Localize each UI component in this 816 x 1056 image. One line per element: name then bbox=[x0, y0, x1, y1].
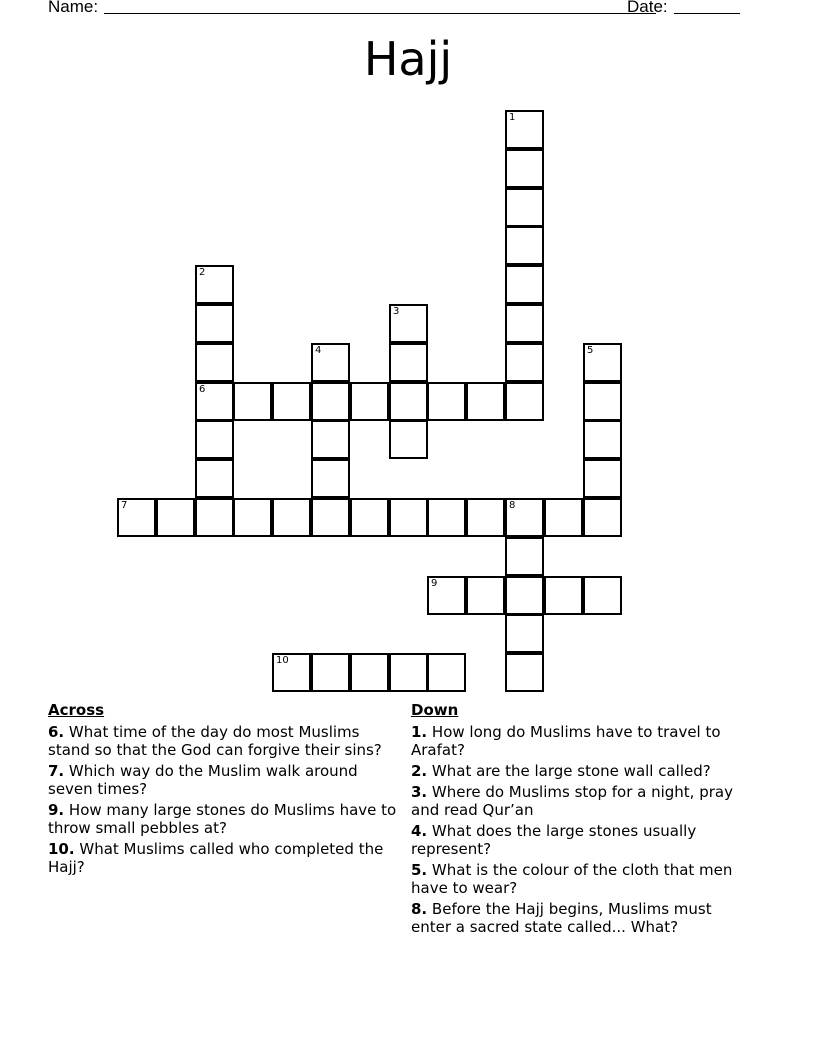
clue-number: 1 bbox=[509, 112, 516, 123]
grid-cell[interactable] bbox=[583, 576, 622, 615]
grid-cell[interactable] bbox=[233, 382, 272, 421]
grid-cell[interactable] bbox=[389, 343, 428, 382]
grid-cell[interactable] bbox=[583, 343, 622, 382]
clue-item-text: What are the large stone wall called? bbox=[431, 762, 711, 780]
grid-cell[interactable] bbox=[505, 188, 544, 227]
grid-cell[interactable] bbox=[156, 498, 195, 537]
grid-cell[interactable] bbox=[505, 265, 544, 304]
grid-cell[interactable] bbox=[544, 576, 583, 615]
grid-cell[interactable] bbox=[389, 304, 428, 343]
grid-cell[interactable] bbox=[427, 382, 466, 421]
clue-item-text: Before the Hajj begins, Muslims must enter a sacred state called... What? bbox=[411, 900, 712, 936]
grid-cell[interactable] bbox=[466, 576, 505, 615]
grid-cell[interactable] bbox=[311, 653, 350, 692]
name-label: Name: bbox=[48, 0, 99, 16]
grid-cell[interactable] bbox=[427, 576, 466, 615]
clue-item-number: 8. bbox=[411, 900, 428, 918]
grid-cell[interactable] bbox=[583, 498, 622, 537]
grid-cell[interactable] bbox=[583, 420, 622, 459]
clue-number: 9 bbox=[431, 578, 438, 589]
clue-item bbox=[411, 723, 756, 759]
clue-item bbox=[411, 762, 756, 780]
grid-cell[interactable] bbox=[505, 382, 544, 421]
grid-cell[interactable] bbox=[195, 420, 234, 459]
down-heading: Down bbox=[411, 701, 459, 719]
grid-cell[interactable] bbox=[195, 498, 234, 537]
grid-cell[interactable] bbox=[505, 304, 544, 343]
clue-item-number: 10. bbox=[48, 840, 75, 858]
clue-item bbox=[411, 861, 756, 897]
grid-cell[interactable] bbox=[505, 343, 544, 382]
clue-number: 3 bbox=[393, 306, 400, 317]
grid-cell[interactable] bbox=[195, 382, 234, 421]
grid-cell[interactable] bbox=[350, 498, 389, 537]
across-heading: Across bbox=[48, 701, 105, 719]
clue-number: 4 bbox=[315, 345, 322, 356]
clue-number: 10 bbox=[276, 655, 289, 666]
clue-item-number: 7. bbox=[48, 762, 65, 780]
across-clues bbox=[48, 701, 400, 879]
down-clue-list bbox=[411, 723, 756, 936]
page-title: Hajj bbox=[363, 32, 453, 86]
grid-cell[interactable] bbox=[272, 653, 311, 692]
clue-item bbox=[48, 762, 400, 798]
grid-cell[interactable] bbox=[311, 420, 350, 459]
clue-item-text: What does the large stones usually represent? bbox=[411, 822, 697, 858]
grid-cell[interactable] bbox=[272, 498, 311, 537]
grid-cell[interactable] bbox=[505, 498, 544, 537]
grid-cell[interactable] bbox=[195, 343, 234, 382]
grid-cell[interactable] bbox=[505, 653, 544, 692]
grid-cell[interactable] bbox=[389, 653, 428, 692]
clue-item bbox=[48, 801, 400, 837]
clue-item-number: 1. bbox=[411, 723, 428, 741]
clue-number: 7 bbox=[121, 500, 128, 511]
grid-cell[interactable] bbox=[466, 382, 505, 421]
across-clue-list bbox=[48, 723, 400, 876]
clue-item bbox=[411, 822, 756, 858]
grid-cell[interactable] bbox=[311, 459, 350, 498]
grid-cell[interactable] bbox=[466, 498, 505, 537]
grid-cell[interactable] bbox=[389, 498, 428, 537]
clue-item-number: 6. bbox=[48, 723, 65, 741]
clue-item-text: What time of the day do most Muslims stand so that the God can forgive their sins? bbox=[48, 723, 382, 759]
clue-number: 2 bbox=[199, 267, 206, 278]
clue-item-number: 5. bbox=[411, 861, 428, 879]
grid-cell[interactable] bbox=[311, 343, 350, 382]
date-label: Date: bbox=[627, 0, 668, 16]
grid-cell[interactable] bbox=[583, 459, 622, 498]
clue-item-text: How long do Muslims have to travel to Arafat? bbox=[411, 723, 721, 759]
grid-cell[interactable] bbox=[350, 653, 389, 692]
clue-number: 6 bbox=[199, 384, 206, 395]
grid-cell[interactable] bbox=[505, 614, 544, 653]
grid-cell[interactable] bbox=[505, 149, 544, 188]
clue-item bbox=[48, 723, 400, 759]
grid-cell[interactable] bbox=[505, 537, 544, 576]
grid-cell[interactable] bbox=[311, 382, 350, 421]
grid-cell[interactable] bbox=[427, 653, 466, 692]
clue-item bbox=[48, 840, 400, 876]
grid-cell[interactable] bbox=[233, 498, 272, 537]
clue-item bbox=[411, 783, 756, 819]
grid-cell[interactable] bbox=[427, 498, 466, 537]
clue-item-number: 9. bbox=[48, 801, 65, 819]
grid-cell[interactable] bbox=[195, 265, 234, 304]
clue-number: 5 bbox=[587, 345, 594, 356]
clue-item-number: 3. bbox=[411, 783, 428, 801]
clue-item-text: What is the colour of the cloth that men have to wear? bbox=[411, 861, 733, 897]
clue-item-text: What Muslims called who completed the Hajj? bbox=[48, 840, 384, 876]
grid-cell[interactable] bbox=[195, 304, 234, 343]
grid-cell[interactable] bbox=[544, 498, 583, 537]
grid-cell[interactable] bbox=[117, 498, 156, 537]
clue-item-text: Which way do the Muslim walk around seven times? bbox=[48, 762, 358, 798]
clue-item-number: 2. bbox=[411, 762, 428, 780]
grid-cell[interactable] bbox=[389, 420, 428, 459]
grid-cell[interactable] bbox=[505, 226, 544, 265]
grid-cell[interactable] bbox=[195, 459, 234, 498]
clue-item-number: 4. bbox=[411, 822, 428, 840]
grid-cell[interactable] bbox=[389, 382, 428, 421]
clue-item-text: How many large stones do Muslims have to throw small pebbles at? bbox=[48, 801, 397, 837]
down-clues bbox=[411, 701, 756, 939]
clue-item-text: Where do Muslims stop for a night, pray and read Qur’an bbox=[411, 783, 733, 819]
grid-cell[interactable] bbox=[311, 498, 350, 537]
grid-cell[interactable] bbox=[505, 110, 544, 149]
grid-cell[interactable] bbox=[505, 576, 544, 615]
grid-cell[interactable] bbox=[350, 382, 389, 421]
clue-item bbox=[411, 900, 756, 936]
clue-number: 8 bbox=[509, 500, 516, 511]
grid-cell[interactable] bbox=[583, 382, 622, 421]
grid-cell[interactable] bbox=[272, 382, 311, 421]
